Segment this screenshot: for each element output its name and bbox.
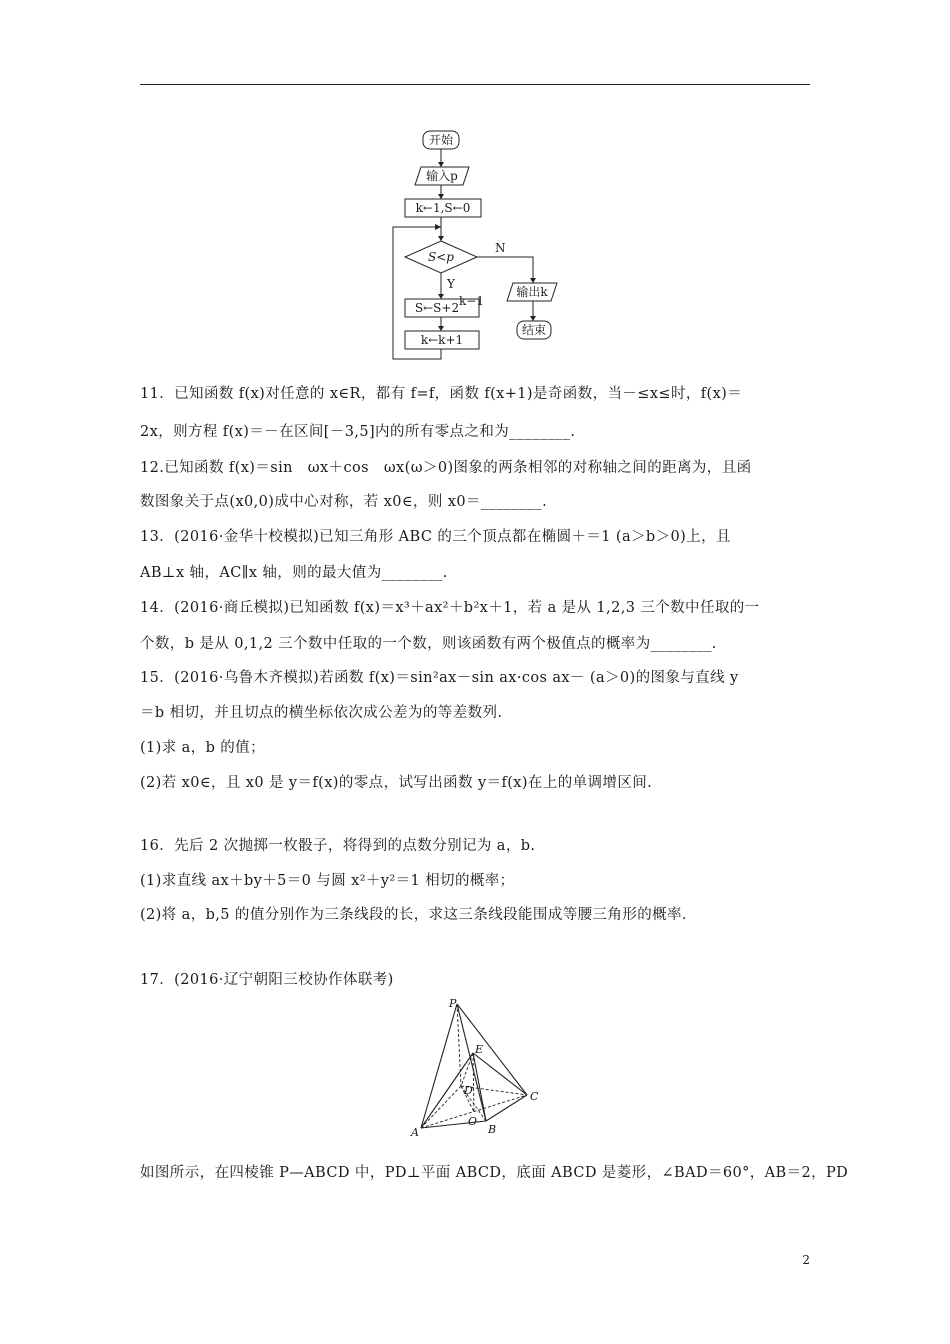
text-line: 个数，b 是从 0,1,2 三个数中任取的一个数，则该函数有两个极值点的概率为________. (140, 636, 717, 652)
flowchart-end-text: 结束 (521, 323, 547, 337)
vertex-a-label: A (411, 1126, 419, 1139)
text-line: (1)求直线 ax＋by＋5＝0 与圆 x²＋y²＝1 相切的概率； (140, 873, 515, 889)
text-line: 14．(2016·商丘模拟)已知函数 f(x)＝x³＋ax²＋b²x＋1，若 a 是从 1,2,3 三个数中任取的一 (140, 600, 760, 616)
flowchart-output-text: 输出k (516, 285, 548, 299)
vertex-c-label: C (530, 1090, 539, 1103)
text-line: (2)若 x0∈，且 x0 是 y＝f(x)的零点，试写出函数 y＝f(x)在上的单调增区间. (140, 775, 653, 791)
text-line: 17．(2016·辽宁朝阳三校协作体联考) (140, 972, 394, 988)
point-o-label: O (468, 1115, 478, 1128)
page-number: 2 (802, 1253, 810, 1267)
flowchart-start-text: 开始 (428, 133, 454, 147)
flowchart-no-label: N (495, 241, 506, 255)
text-line: AB⊥x 轴，AC∥x 轴，则的最大值为________. (140, 565, 448, 581)
text-line: 15．(2016·乌鲁木齐模拟)若函数 f(x)＝sin²ax－sin ax·cos ax－ (a＞0)的图象与直线 y (140, 670, 739, 686)
vertex-e-label: E (475, 1043, 484, 1056)
vertex-d-label: D (464, 1084, 473, 1097)
flowchart-condition-text: S<p (428, 250, 454, 264)
text-line: 11．已知函数 f(x)对任意的 x∈R，都有 f=f，函数 f(x+1)是奇函数，当－≤x≤时，f(x)＝ (140, 386, 743, 402)
flowchart-update-s-text: S←S+2 (414, 301, 460, 315)
vertex-p-label: P (449, 998, 457, 1010)
text-line: 13．(2016·金华十校模拟)已知三角形 ABC 的三个顶点都在椭圆＋＝1 (a＞b＞0)上，且 (140, 529, 731, 545)
text-line: ＝b 相切，并且切点的横坐标依次成公差为的等差数列. (140, 705, 503, 721)
vertex-b-label: B (488, 1123, 497, 1136)
flowchart-yes-label: Y (447, 277, 455, 291)
flowchart-update-s-exponent: k−1 (459, 294, 484, 308)
text-line: 16．先后 2 次抛掷一枚骰子，将得到的点数分别记为 a，b. (140, 838, 536, 854)
flowchart-input-text: 输入p (426, 169, 458, 183)
flowchart-update-k-text: k←k+1 (420, 333, 464, 347)
text-line: (1)求 a，b 的值； (140, 740, 265, 756)
text-line: 12.已知函数 f(x)＝sin ωx＋cos ωx(ω＞0)图象的两条相邻的对称轴之间的距离为，且函 (140, 460, 752, 476)
text-line: 数图象关于点(x0,0)成中心对称，若 x0∈，则 x0＝________. (140, 494, 548, 510)
pyramid-figure (405, 998, 555, 1148)
text-line: (2)将 a，b,5 的值分别作为三条线段的长，求这三条线段能围成等腰三角形的概率. (140, 907, 687, 923)
text-line: 如图所示，在四棱锥 P—ABCD 中，PD⊥平面 ABCD，底面 ABCD 是菱形，∠BAD＝60°，AB＝2，PD (140, 1165, 849, 1181)
flowchart-diagram (375, 125, 575, 365)
flowchart-init-text: k←1,S←0 (415, 201, 471, 215)
text-line: 2x，则方程 f(x)＝－在区间[－3,5]内的所有零点之和为________. (140, 424, 576, 440)
header-rule (140, 84, 810, 85)
